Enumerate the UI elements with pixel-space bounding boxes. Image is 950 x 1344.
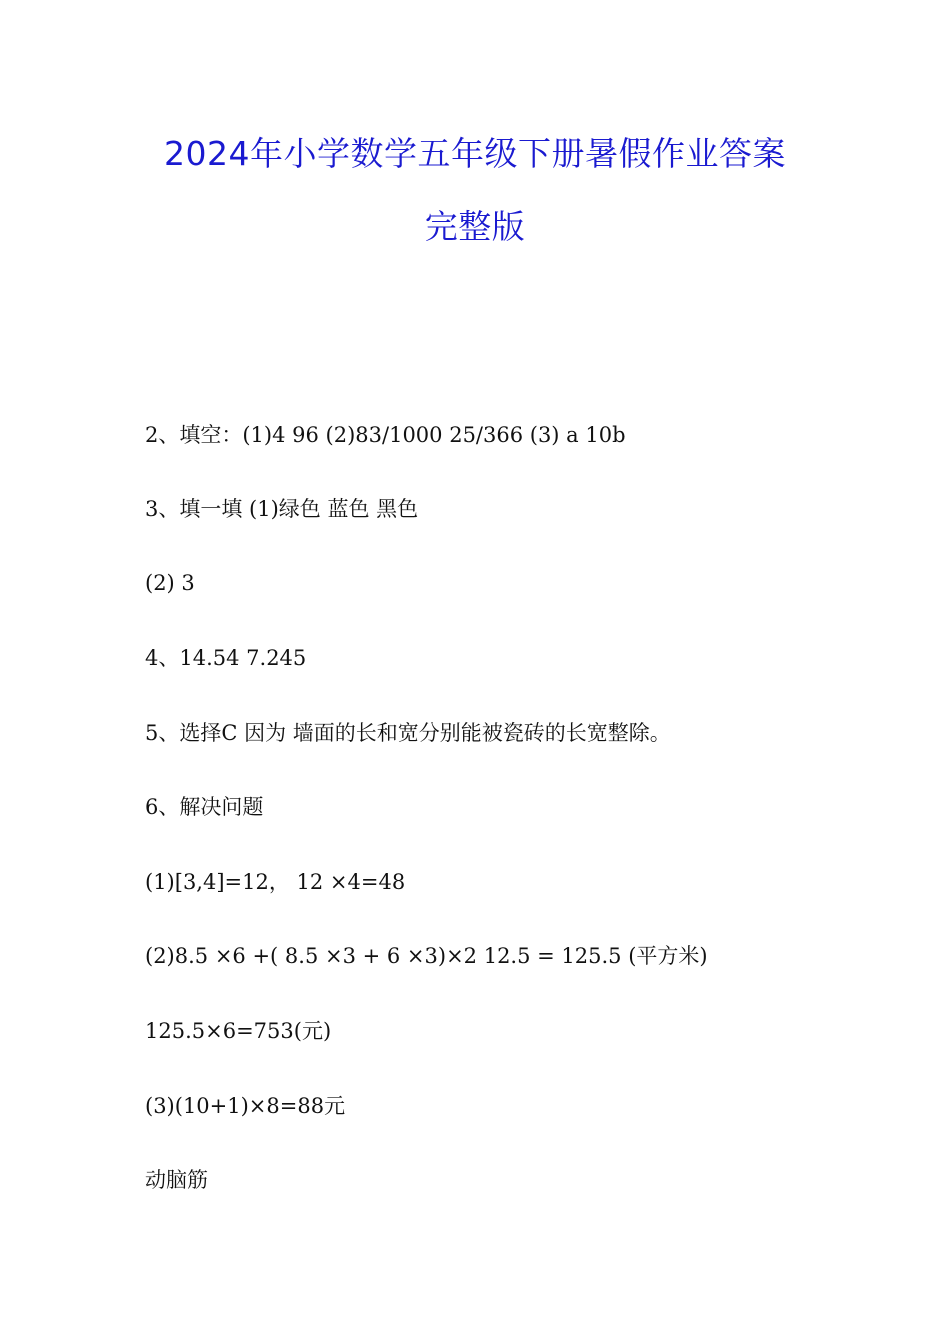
answer-line-decimals: 4、14.54 7.245 (145, 646, 307, 670)
document-title-line-2: 完整版 (424, 207, 526, 246)
answer-line-fill-in-2: (2) 3 (145, 571, 195, 595)
answer-line-fill-in-colors: 3、填一填 (1)绿色 蓝色 黑色 (145, 497, 419, 521)
section-heading-brain-teaser: 动脑筋 (145, 1168, 208, 1192)
answer-line-choice: 5、选择C 因为 墙面的长和宽分别能被瓷砖的长宽整除。 (145, 721, 671, 745)
answer-line-problem-2-cost: 125.5×6=753(元) (145, 1019, 332, 1043)
answer-line-problem-1: (1)[3,4]=12， 12 ×4=48 (145, 870, 406, 894)
document-title-line-1: 2024年小学数学五年级下册暑假作业答案 (164, 134, 786, 173)
answer-line-problem-2: (2)8.5 ×6 +( 8.5 ×3 + 6 ×3)×2 12.5 = 125.5 (平方米) (145, 944, 708, 968)
answer-line-fill-blank: 2、填空：(1)4 96 (2)83/1000 25/366 (3) a 10b (145, 423, 626, 447)
answer-line-problem-3: (3)(10+1)×8=88元 (145, 1094, 346, 1118)
answer-line-problem-solving-heading: 6、解决问题 (145, 795, 264, 819)
